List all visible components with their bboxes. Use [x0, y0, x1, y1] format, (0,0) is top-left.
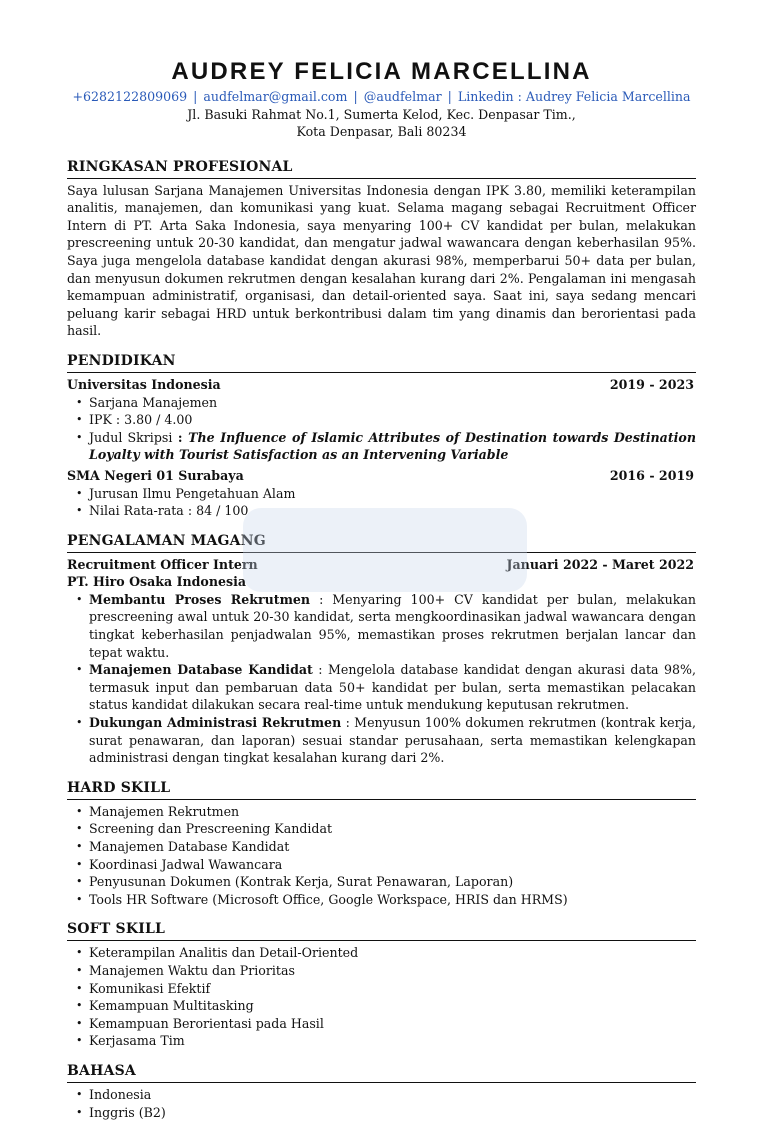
education-entry-header [67, 467, 696, 485]
list-item: • Komunikasi Efektif [89, 980, 696, 998]
duty-text: : Mengelola database kandidat dengan akurasi data 98%, termasuk input dan pembaruan data 50+ kandidat per bulan, serta memastikan pelacakan status kandidat dilakukan secara real-time untuk mendukung keputusan rekrutmen. [89, 662, 696, 713]
contact-separator: | [447, 89, 452, 104]
handle-link[interactable]: @audfelmar [363, 89, 442, 104]
school-name: SMA Negeri 01 Surabaya [67, 467, 244, 483]
internship-role: Recruitment Officer Intern [67, 556, 258, 572]
address-line-1: Jl. Basuki Rahmat No.1, Sumerta Kelod, Kec. Denpasar Tim., [187, 106, 576, 122]
thesis-label: Judul Skripsi [89, 429, 173, 445]
hard-skill-list [67, 803, 696, 909]
list-item: • Kemampuan Multitasking [89, 997, 696, 1015]
duty-label: Membantu Proses Rekrutmen [89, 591, 311, 607]
section-title-education: PENDIDIKAN [67, 352, 696, 373]
duty-label: Manajemen Database Kandidat [89, 662, 313, 678]
education-details-list [67, 394, 696, 464]
list-item: • Manajemen Rekrutmen [89, 803, 696, 821]
list-item: • Koordinasi Jadwal Wawancara [89, 856, 696, 874]
linkedin-link[interactable]: Linkedin : Audrey Felicia Marcellina [457, 89, 691, 104]
email-link[interactable]: audfelmar@gmail.com [203, 89, 348, 104]
list-item: • Screening dan Prescreening Kandidat [89, 820, 696, 838]
section-title-hard-skill: HARD SKILL [67, 779, 696, 800]
duty-text: : Menyusun 100% dokumen rekrutmen (kontrak kerja, surat penawaran, dan laporan) sesuai standar perusahaan, serta memastikan kelengkapan administrasi dengan tingkat kesalahan kurang dari 2%. [89, 715, 697, 766]
list-item: • Kerjasama Tim [89, 1032, 696, 1050]
duty-text: : Menyaring 100+ CV kandidat per bulan, melakukan prescreening awal untuk 20-30 kandidat, serta mengkoordinasikan jadwal wawancara dengan tingkat keberhasilan penjadwalan 95%, memastikan proses rekrutmen berjalan lancar dan tepat waktu. [89, 591, 696, 660]
list-item: • Manajemen Database Kandidat [89, 838, 696, 856]
list-item [89, 714, 696, 767]
list-item: • Indonesia [89, 1086, 696, 1104]
phone-link[interactable]: +6282122809069 [72, 89, 188, 104]
section-title-language: BAHASA [67, 1062, 696, 1083]
contact-line [67, 88, 696, 106]
school-period: 2016 - 2019 [609, 467, 694, 483]
thesis-colon: : [172, 429, 189, 445]
language-list [67, 1086, 696, 1121]
section-title-internship: PENGALAMAN MAGANG [67, 532, 696, 553]
list-item [89, 591, 696, 661]
address-line-2: Kota Denpasar, Bali 80234 [296, 124, 467, 140]
list-item: • Tools HR Software (Microsoft Office, Google Workspace, HRIS dan HRMS) [89, 891, 696, 909]
list-item: • Kemampuan Berorientasi pada Hasil [89, 1015, 696, 1033]
soft-skill-list [67, 944, 696, 1050]
section-title-soft-skill: SOFT SKILL [67, 920, 696, 941]
list-item [89, 661, 696, 714]
list-item: • IPK : 3.80 / 4.00 [89, 411, 696, 429]
education-entry-header [67, 376, 696, 394]
list-item-thesis [89, 429, 696, 464]
list-item: • Inggris (B2) [89, 1104, 696, 1121]
contact-separator: | [353, 89, 358, 104]
list-item: • Keterampilan Analitis dan Detail-Oriented [89, 944, 696, 962]
school-name: Universitas Indonesia [67, 376, 221, 392]
list-item: • Nilai Rata-rata : 84 / 100 [89, 502, 696, 520]
list-item: • Penyusunan Dokumen (Kontrak Kerja, Surat Penawaran, Laporan) [89, 873, 696, 891]
contact-separator: | [193, 89, 198, 104]
internship-company: PT. Hiro Osaka Indonesia [67, 574, 247, 590]
school-period: 2019 - 2023 [609, 376, 694, 392]
internship-duties-list [67, 591, 696, 767]
list-item: • Manajemen Waktu dan Prioritas [89, 962, 696, 980]
duty-label: Dukungan Administrasi Rekrutmen [89, 715, 342, 731]
section-title-summary: RINGKASAN PROFESIONAL [67, 158, 696, 179]
education-details-list [67, 485, 696, 520]
internship-period: Januari 2022 - Maret 2022 [506, 556, 694, 572]
list-item: • Jurusan Ilmu Pengetahuan Alam [89, 485, 696, 503]
candidate-name: AUDREY FELICIA MARCELLINA [171, 58, 592, 85]
list-item: • Sarjana Manajemen [89, 394, 696, 412]
summary-text: Saya lulusan Sarjana Manajemen Universitas Indonesia dengan IPK 3.80, memiliki keterampilan analitis, manajemen, dan komunikasi yang kuat. Selama magang sebagai Recruitment Officer Intern di PT. Arta Saka Indonesia, saya menyaring 100+ CV kandidat per bulan, melakukan prescreening untuk 20-30 kandidat, dan mengatur jadwal wawancara dengan keberhasilan 95%. Saya juga mengelola database kandidat dengan akurasi 98%, memperbarui 50+ data per bulan, dan menyusun dokumen rekrutmen dengan kesalahan kurang dari 2%. Pengalaman ini mengasah kemampuan administratif, organisasi, dan detail-oriented saya. Saat ini, saya sedang mencari peluang karir sebagai HRD untuk berkontribusi dalam tim yang dinamis dan berorientasi pada hasil. [67, 182, 696, 339]
internship-header [67, 556, 696, 574]
thesis-title: The Influence of Islamic Attributes of Destination towards Destination Loyalty with Tourist Satisfaction as an Intervening Variable [89, 429, 696, 463]
